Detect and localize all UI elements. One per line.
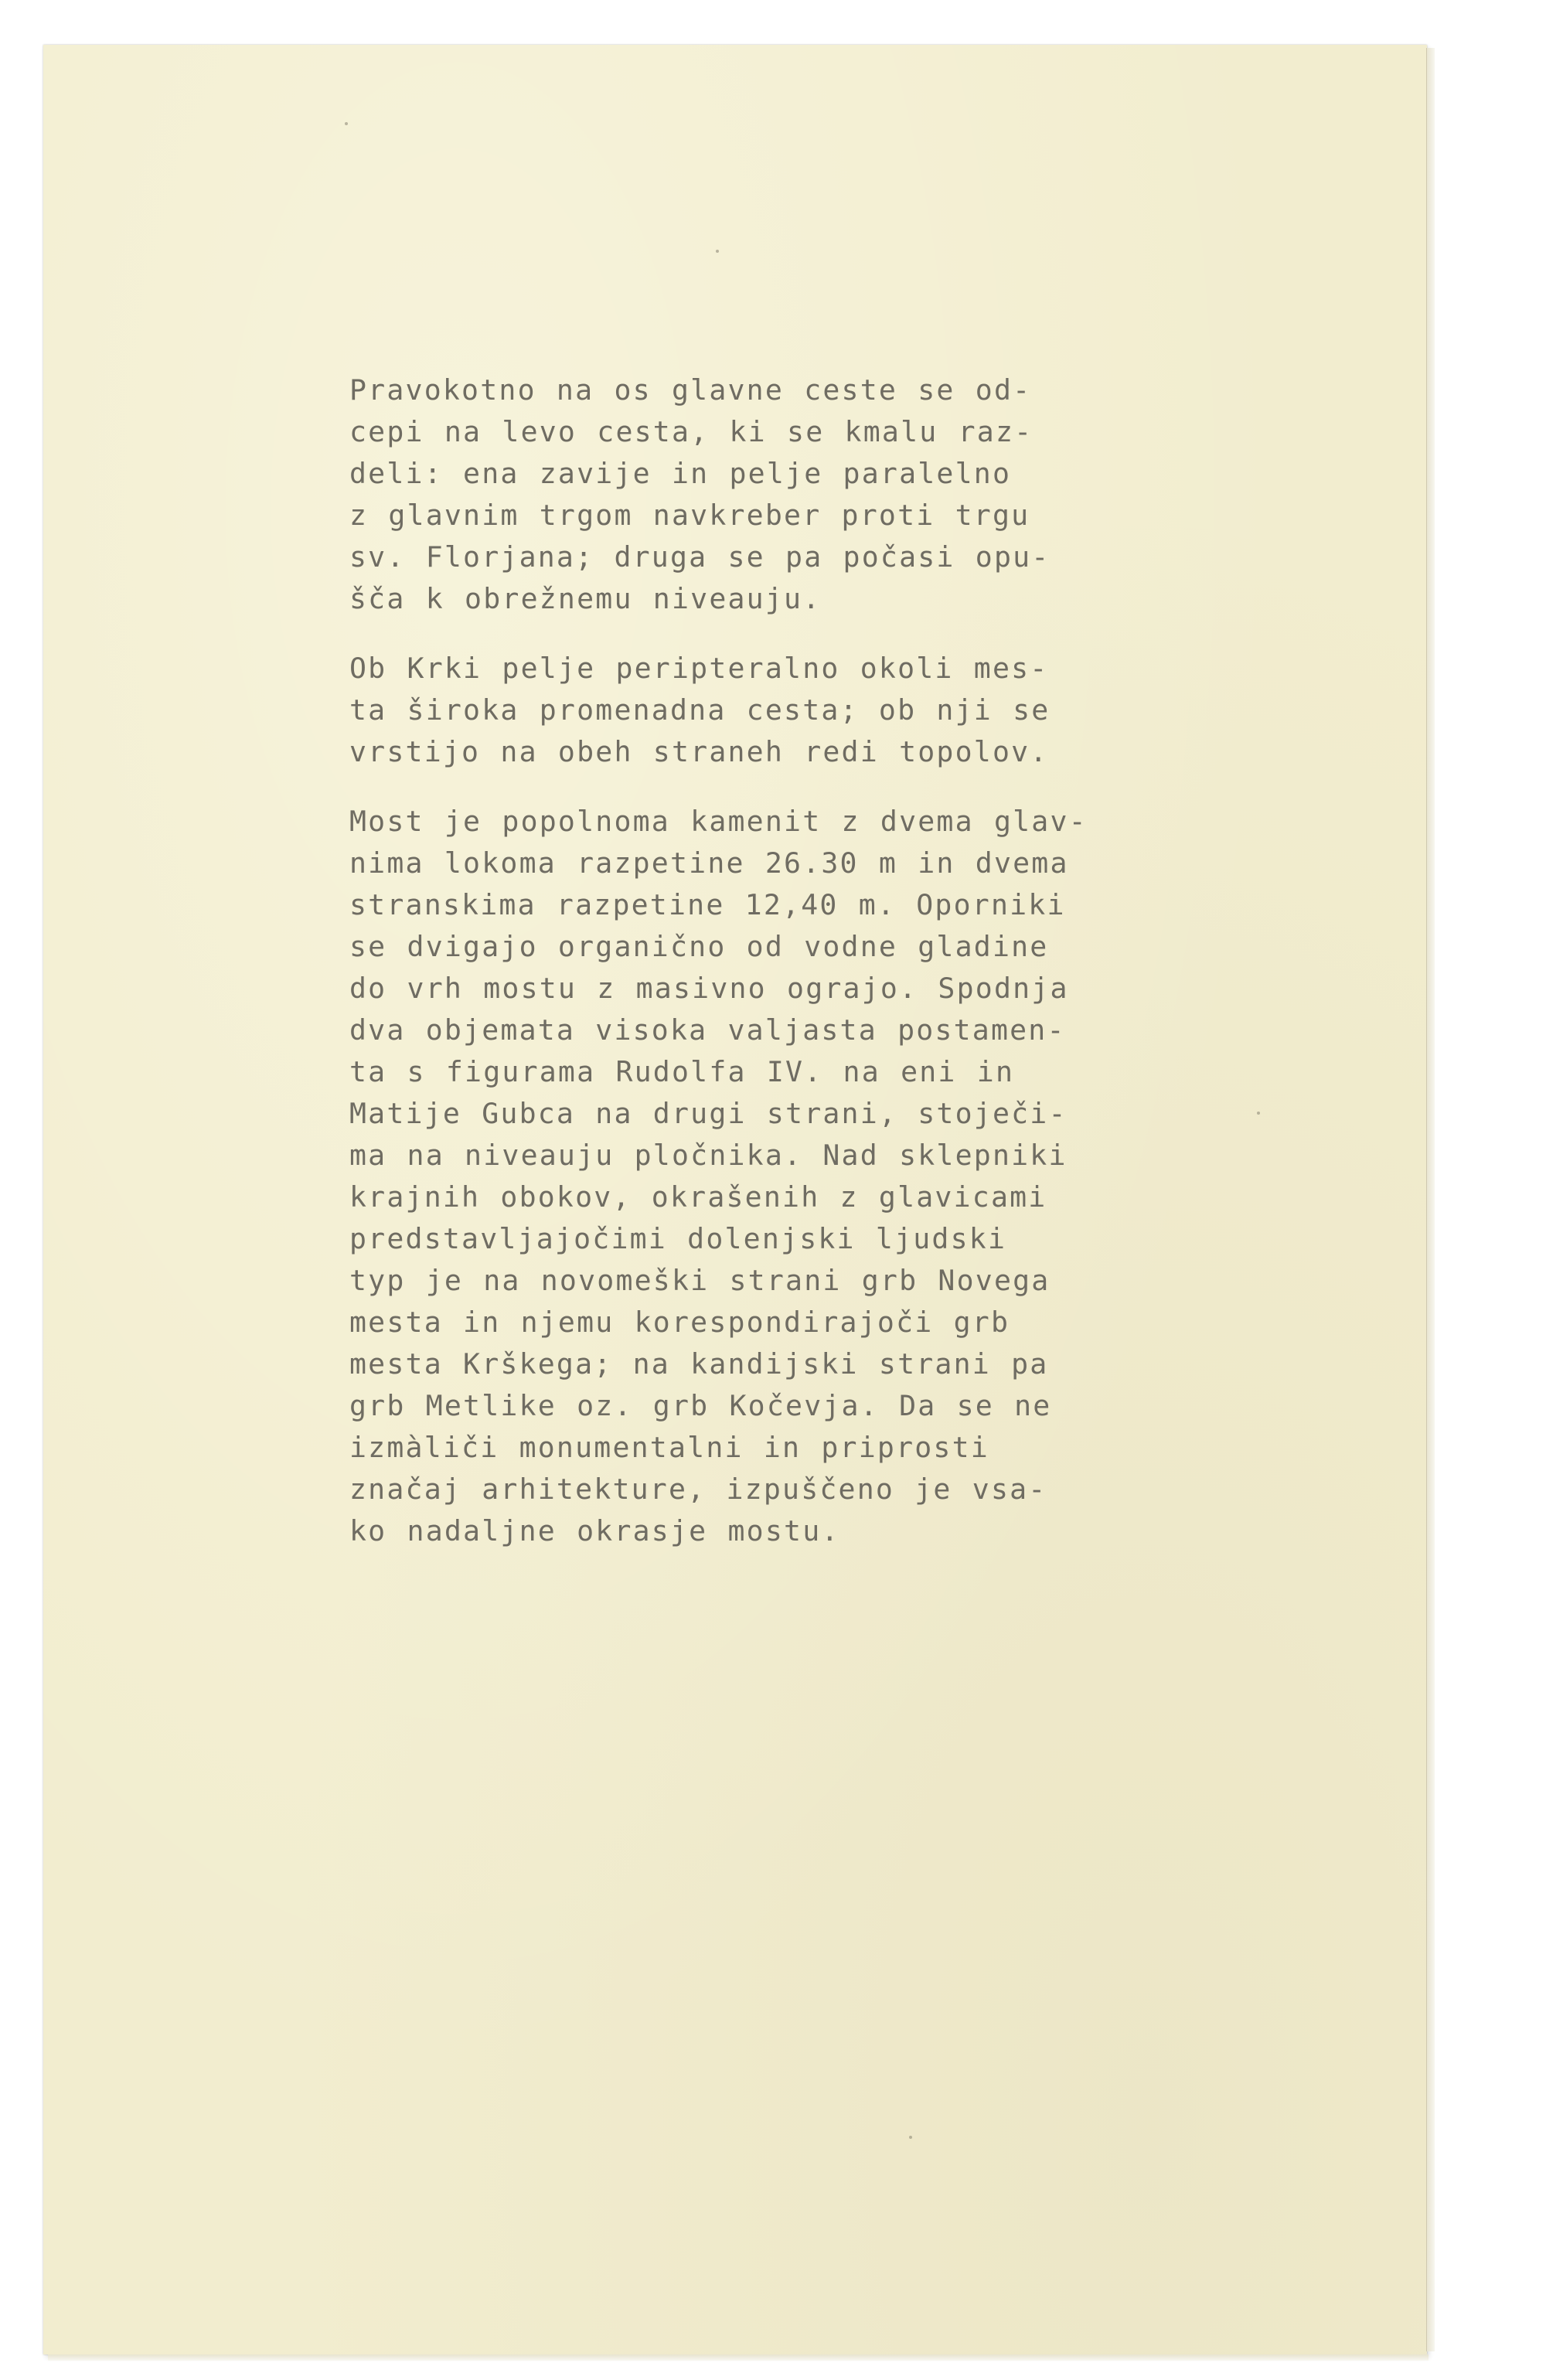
text-line: ta s figurama Rudolfa IV. na eni in (349, 1055, 1015, 1088)
text-line: z glavnim trgom navkreber proti trgu (349, 499, 1030, 532)
text-line: Most je popolnoma kamenit z dvema glav- (349, 805, 1088, 838)
text-line: stranskima razpetine 12,40 m. Oporniki (349, 888, 1066, 921)
paper-speck (716, 250, 719, 253)
text-line: Matije Gubca na drugi strani, stoječi- (349, 1097, 1068, 1130)
text-line: do vrh mostu z masivno ograjo. Spodnja (349, 972, 1069, 1005)
paragraph-2 (349, 648, 1200, 773)
text-line: cepi na levo cesta, ki se kmalu raz- (349, 415, 1034, 448)
text-line: ma na niveauju pločnika. Nad sklepniki (349, 1139, 1068, 1172)
text-line: značaj arhitekture, izpuščeno je vsa- (349, 1473, 1047, 1506)
text-line: mesta in njemu korespondirajoči grb (349, 1306, 1010, 1339)
paper-speck (345, 122, 348, 125)
text-line: šča k obrežnemu niveauju. (349, 582, 822, 615)
body-text (349, 369, 1200, 1580)
text-line: se dvigajo organično od vodne gladine (349, 930, 1049, 963)
text-line: Ob Krki pelje peripteralno okoli mes- (349, 652, 1049, 685)
text-line: grb Metlike oz. grb Kočevja. Da se ne (349, 1389, 1052, 1422)
paragraph-3 (349, 801, 1200, 1552)
text-line: typ je na novomeški strani grb Novega (349, 1264, 1051, 1297)
text-line: vrstijo na obeh straneh redi topolov. (349, 735, 1049, 768)
text-line: izmàliči monumentalni in priprosti (349, 1431, 989, 1464)
text-line: predstavljajočimi dolenjski ljudski (349, 1222, 1007, 1255)
text-line: krajnih obokov, okrašenih z glavicami (349, 1180, 1047, 1214)
text-line: nima lokoma razpetine 26.30 m in dvema (349, 846, 1069, 880)
text-line: ta široka promenadna cesta; ob nji se (349, 693, 1051, 727)
text-line: deli: ena zavije in pelje paralelno (349, 457, 1012, 490)
paper-speck (1257, 1112, 1260, 1115)
text-line: dva objemata visoka valjasta postamen- (349, 1013, 1066, 1047)
text-line: Pravokotno na os glavne ceste se od- (349, 373, 1032, 407)
text-line: mesta Krškega; na kandijski strani pa (349, 1347, 1049, 1381)
text-line: ko nadaljne okrasje mostu. (349, 1514, 840, 1548)
page-edge-right (1426, 48, 1435, 2351)
page-edge-bottom (48, 2354, 1429, 2361)
paragraph-1 (349, 369, 1200, 620)
paper-speck (909, 2136, 912, 2139)
text-line: sv. Florjana; druga se pa počasi opu- (349, 540, 1051, 574)
